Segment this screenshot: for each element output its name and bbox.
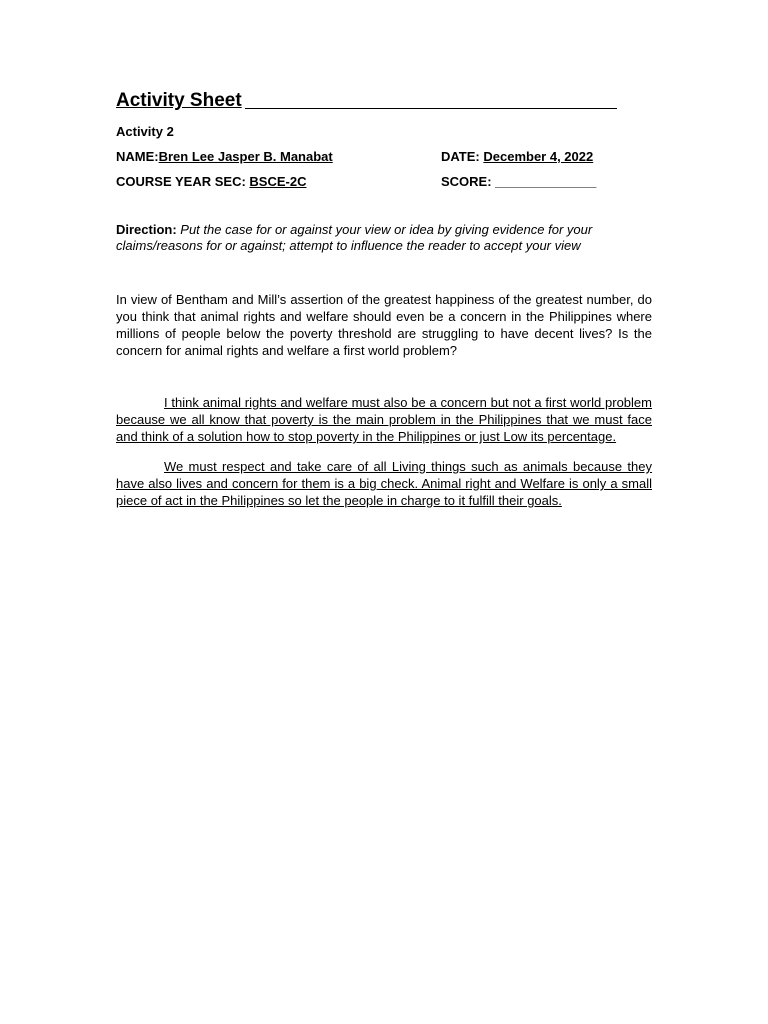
score-label: SCORE: (441, 174, 496, 189)
course-score-row (116, 174, 652, 189)
course-value: BSCE-2C (249, 174, 307, 189)
title-row (116, 86, 652, 112)
score-field (441, 174, 596, 189)
name-field (116, 149, 441, 164)
score-value: ______________ (495, 174, 597, 189)
date-label: DATE: (441, 149, 484, 164)
course-label: COURSE YEAR SEC: (116, 174, 250, 189)
name-value: Bren Lee Jasper B. Manabat (158, 149, 333, 164)
direction-body: Put the case for or against your view or idea by giving evidence for your claims/reasons for or against; attempt to influence the reader to accept your view (116, 222, 593, 253)
answer-paragraph-1: I think animal rights and welfare must also be a concern but not a first world problem because we all know that poverty is the main problem in the Philippines that we must face and think of a solution how to stop poverty in the Philippines or just Low its percentage. (116, 395, 652, 444)
direction-label: Direction: (116, 222, 177, 237)
title-underline (245, 108, 617, 109)
course-field (116, 174, 441, 189)
date-value: December 4, 2022 (483, 149, 594, 164)
name-date-row (116, 149, 652, 164)
name-label: NAME: (116, 149, 159, 164)
activity-sheet-page (116, 86, 652, 522)
activity-number: Activity 2 (116, 124, 174, 139)
date-field (441, 149, 593, 164)
answer-paragraph-2: We must respect and take care of all Living things such as animals because they have also lives and concern for them is a big check. Animal right and Welfare is only a small piece of act in the Philippines so let the people in charge to it fulfill their goals. (116, 459, 652, 508)
direction-text (116, 222, 652, 254)
question-paragraph: In view of Bentham and Mill’s assertion of the greatest happiness of the greatest number, do you think that animal rights and welfare should even be a concern in the Philippines where millions of people below the poverty threshold are struggling to have decent lives? Is the concern for animal rights and welfare a first world problem? (116, 292, 652, 358)
page-title: Activity Sheet (116, 90, 242, 111)
